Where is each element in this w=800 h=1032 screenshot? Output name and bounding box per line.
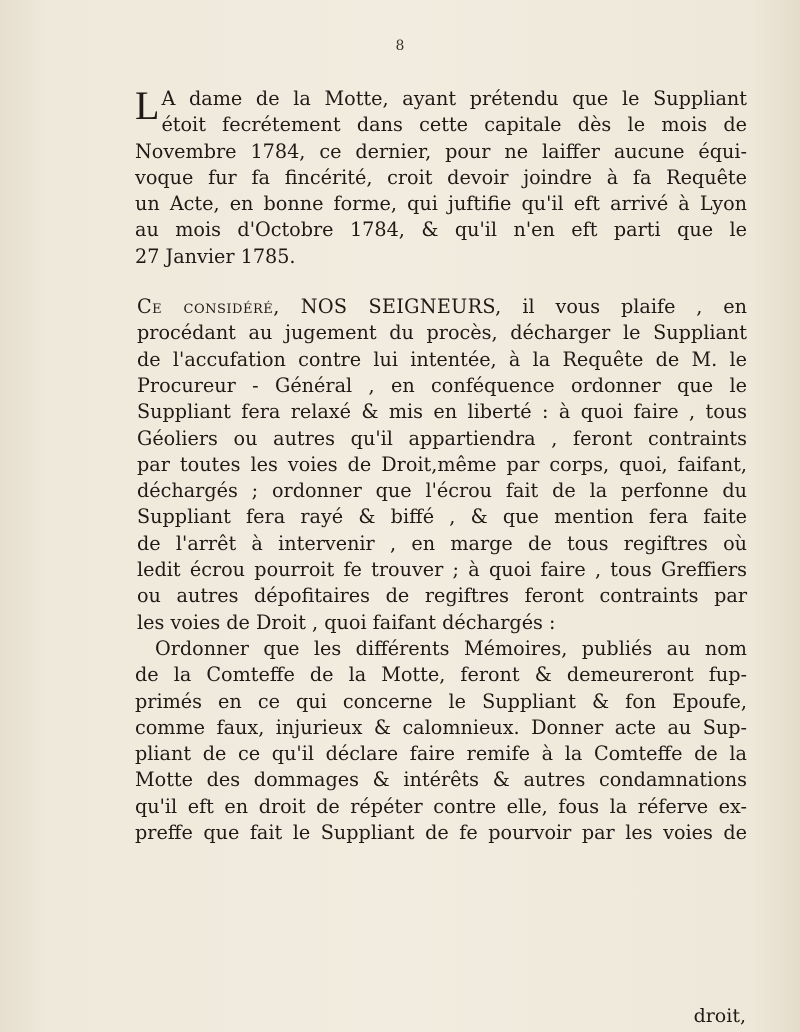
text-line: les voies de Droit , quoi faifant déchargés : xyxy=(137,610,556,634)
text-line: preffe que fait le Suppliant de fe pourvoir par les voies de xyxy=(135,821,747,845)
text-line: Novembre 1784, ce dernier, pour ne laiffer aucune équi- xyxy=(135,139,747,163)
text-line: par toutes les voies de Droit,même par corps, quoi, faifant, xyxy=(137,452,747,476)
text-line: Motte des dommages & intérêts & autres condamnations xyxy=(135,768,747,792)
lead-rest: il vous plaife , en xyxy=(501,295,747,319)
text-line: A dame de la Motte, ayant prétendu que le Suppliant xyxy=(161,87,747,110)
paragraph-intro xyxy=(135,83,747,270)
text-line: primés en ce qui concerne le Suppliant & fon Epoufe, xyxy=(135,689,747,713)
page-number: 8 xyxy=(395,38,405,54)
text-line: ou autres dépofitaires de regiftres feront contraints par xyxy=(137,584,747,608)
lead-caps: NOS SEIGNEURS, xyxy=(300,295,502,319)
drop-cap: L xyxy=(135,83,160,128)
text-line: 27 Janvier 1785. xyxy=(135,244,296,268)
lead-smallcaps: Ce considéré, xyxy=(137,295,280,319)
text-line: Suppliant fera relaxé & mis en liberté : à quoi faire , tous xyxy=(137,400,747,424)
text-line: Ordonner que les différents Mémoires, publiés au nom xyxy=(155,636,747,660)
text-line: comme faux, injurieux & calomnieux. Donner acte au Sup- xyxy=(135,715,747,739)
text-line: un Acte, en bonne forme, qui juftifie qu'il eft arrivé à Lyon xyxy=(135,192,747,216)
text-line: procédant au jugement du procès, décharger le Suppliant xyxy=(137,321,747,345)
text-line: ledit écrou pourroit fe trouver ; à quoi faire , tous Greffiers xyxy=(137,558,747,582)
text-line: pliant de ce qu'il déclare faire remife à la Comteffe de la xyxy=(135,742,747,766)
text-line: Procureur - Général , en conféquence ordonner que le xyxy=(137,373,747,397)
catchword: droit, xyxy=(693,1005,746,1027)
text-line: de l'accufation contre lui intentée, à la Requête de M. le xyxy=(137,347,747,371)
text-line: de l'arrêt à intervenir , en marge de tous regiftres où xyxy=(137,531,747,555)
text-line: déchargés ; ordonner que l'écrou fait de la perfonne du xyxy=(137,479,747,503)
text-line: de la Comteffe de la Motte, feront & demeureront fup- xyxy=(135,663,747,687)
paragraph-order xyxy=(135,636,747,846)
text-line: Géoliers ou autres qu'il appartiendra , feront contraints xyxy=(137,426,747,450)
text-line-lead xyxy=(135,294,747,320)
body-text xyxy=(135,83,747,846)
text-line: voque fur fa fincérité, croit devoir joindre à fa Requête xyxy=(135,165,747,189)
paragraph-petition xyxy=(135,294,747,636)
text-line: qu'il eft en droit de répéter contre elle, fous la réferve ex- xyxy=(135,794,747,818)
text-line: étoit fecrétement dans cette capitale dès le mois de xyxy=(161,113,747,137)
text-line: Suppliant fera rayé & biffé , & que mention fera faite xyxy=(137,505,747,529)
text-line: au mois d'Octobre 1784, & qu'il n'en eft parti que le xyxy=(135,218,747,242)
